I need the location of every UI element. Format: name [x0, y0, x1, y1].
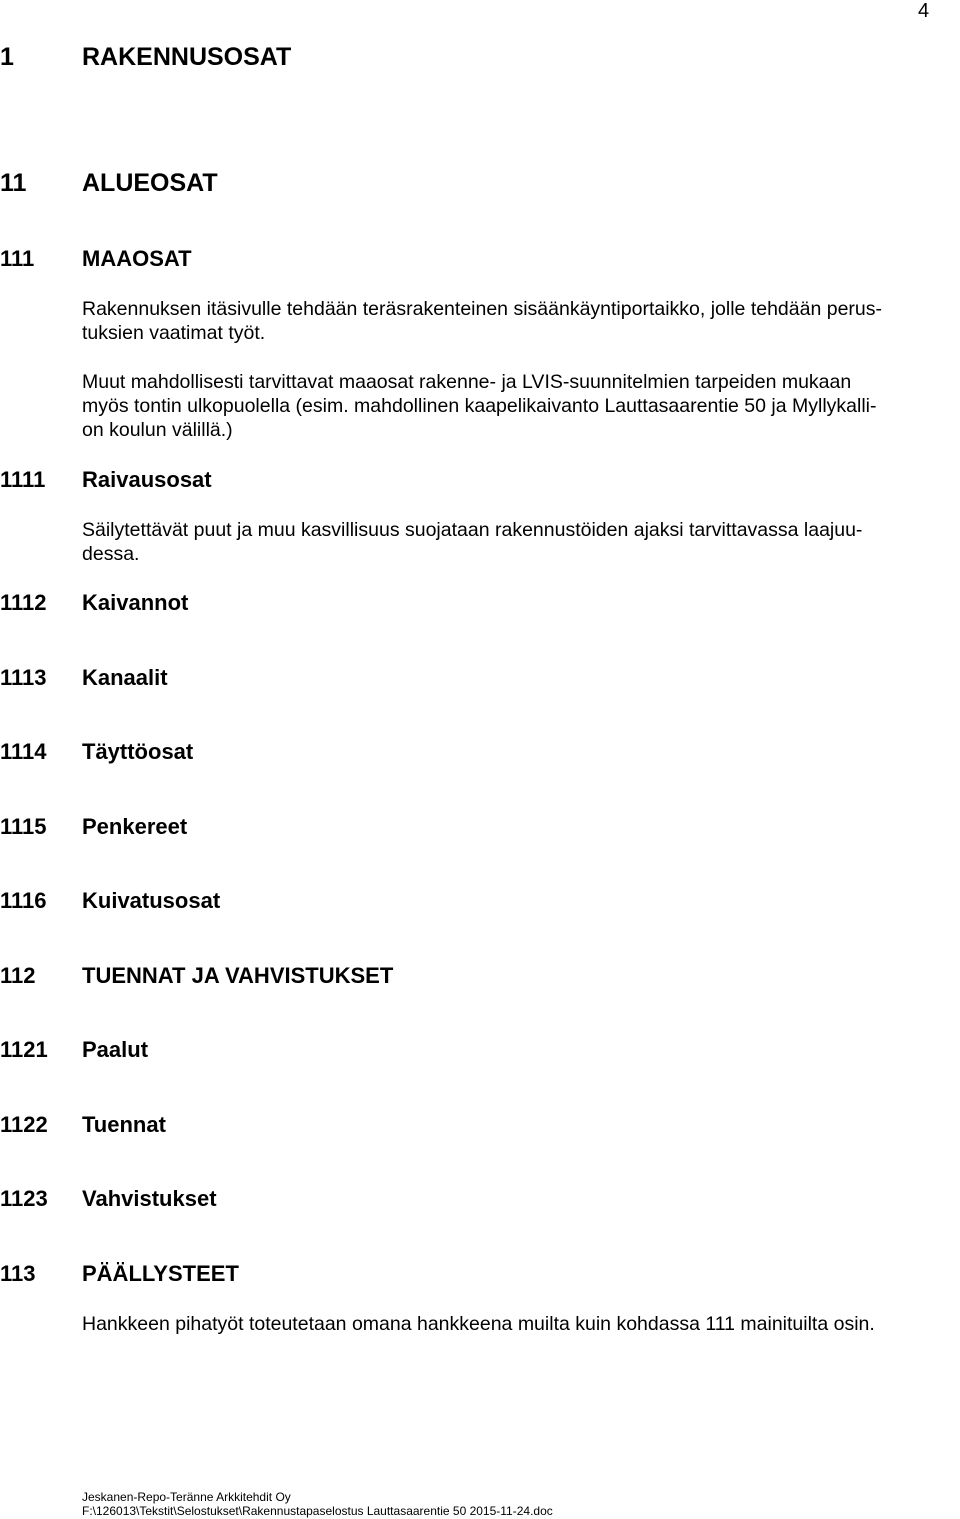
heading-title: PÄÄLLYSTEET	[82, 1261, 239, 1286]
paragraph-line: Rakennuksen itäsivulle tehdään teräsrakenteinen sisäänkäyntiportaikko, jolle tehdään perus-	[82, 298, 882, 320]
heading-number: 1114	[0, 739, 47, 764]
heading-number: 1122	[0, 1112, 48, 1137]
heading-number: 1123	[0, 1186, 48, 1211]
paragraph-raivausosat	[82, 518, 952, 566]
paragraph-paallysteet	[82, 1312, 952, 1336]
heading-number: 112	[0, 963, 36, 988]
paragraph-line: dessa.	[82, 543, 140, 565]
heading-number: 1	[0, 43, 14, 71]
footer-file-path: F:\126013\Tekstit\Selostukset\Rakennustapaselostus Lauttasaarentie 50 2015-11-24.doc	[82, 1504, 553, 1518]
heading-number: 1112	[0, 590, 47, 615]
heading-title: ALUEOSAT	[82, 169, 218, 197]
paragraph-line: myös tontin ulkopuolella (esim. mahdollinen kaapelikaivanto Lauttasaarentie 50 ja Myllykalli-	[82, 395, 877, 417]
heading-title: Tuennat	[82, 1112, 166, 1137]
paragraph-maaosat-2	[82, 370, 952, 442]
heading-title: Kaivannot	[82, 590, 189, 615]
heading-title: RAKENNUSOSAT	[82, 43, 292, 71]
heading-number: 1121	[0, 1037, 48, 1062]
paragraph-line: on koulun välillä.)	[82, 419, 233, 441]
heading-title: Kanaalit	[82, 665, 168, 690]
heading-title: Täyttöosat	[82, 739, 194, 764]
heading-title: Paalut	[82, 1037, 149, 1062]
heading-title: TUENNAT JA VAHVISTUKSET	[82, 963, 394, 988]
heading-title: Penkereet	[82, 814, 188, 839]
paragraph-line: Muut mahdollisesti tarvittavat maaosat rakenne- ja LVIS-suunnitelmien tarpeiden mukaan	[82, 371, 852, 393]
heading-title: Kuivatusosat	[82, 888, 221, 913]
heading-title: Vahvistukset	[82, 1186, 217, 1211]
paragraph-line: Hankkeen pihatyöt toteutetaan omana hankkeena muilta kuin kohdassa 111 mainituilta osin.	[82, 1313, 875, 1335]
heading-number: 11	[0, 169, 27, 197]
footer-company: Jeskanen-Repo-Teränne Arkkitehdit Oy	[82, 1490, 291, 1504]
paragraph-line: tuksien vaatimat työt.	[82, 322, 266, 344]
paragraph-line: Säilytettävät puut ja muu kasvillisuus suojataan rakennustöiden ajaksi tarvittavassa laajuu-	[82, 519, 863, 541]
page-number: 4	[918, 0, 930, 22]
heading-number: 1111	[0, 467, 46, 492]
heading-number: 1115	[0, 814, 47, 839]
paragraph-maaosat-1	[82, 297, 952, 345]
heading-title: Raivausosat	[82, 467, 212, 492]
heading-number: 111	[0, 246, 35, 271]
heading-number: 1116	[0, 888, 47, 913]
heading-number: 113	[0, 1261, 36, 1286]
heading-title: MAAOSAT	[82, 246, 192, 271]
heading-number: 1113	[0, 665, 47, 690]
